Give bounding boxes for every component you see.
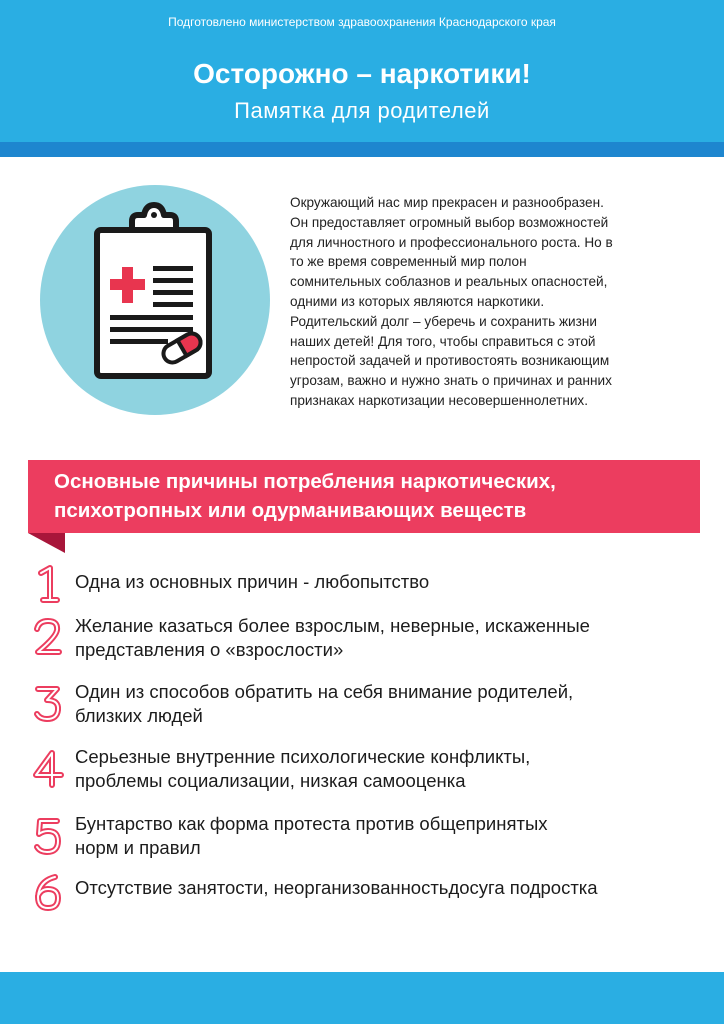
intro-line: Родительский долг – уберечь и сохранить жизни <box>290 313 597 329</box>
intro-line: угрозам, важно и нужно знать о причинах и ранних <box>290 373 612 389</box>
number-four-icon <box>30 749 66 789</box>
reason-text <box>75 614 715 662</box>
reason-line: Серьезные внутренние психологические конфликты, <box>75 746 531 767</box>
reason-line: Желание казаться более взрослым, неверные, искаженные <box>75 615 590 636</box>
intro-line: признаках наркотизации несовершеннолетних. <box>290 392 588 408</box>
number-two-icon <box>30 617 66 657</box>
reason-line: Отсутствие занятости, неорганизованностьдосуга подростка <box>75 877 598 898</box>
header-strip <box>0 142 724 157</box>
number-one-icon <box>30 564 66 604</box>
reason-text <box>75 745 715 793</box>
intro-line: то же время современный мир полон <box>290 254 527 270</box>
intro-line: непростой задачей и противостоять возникающим <box>290 353 610 369</box>
reason-text <box>75 570 715 594</box>
reason-line: проблемы социализации, низкая самооценка <box>75 770 466 791</box>
reason-line: Бунтарство как форма протеста против общепринятых <box>75 813 548 834</box>
intro-line: сомнительных соблазнов и реальных опасностей, <box>290 274 608 290</box>
footer-bar <box>0 972 724 1024</box>
reason-text <box>75 812 715 860</box>
intro-line: Окружающий нас мир прекрасен и разнообразен. <box>290 195 604 210</box>
reason-line: норм и правил <box>75 837 201 858</box>
banner-fold <box>28 533 65 553</box>
reason-line: представления о «взрослости» <box>75 639 344 660</box>
page-subtitle: Памятка для родителей <box>234 98 490 123</box>
number-three-icon <box>30 683 66 723</box>
section-heading-line: Основные причины потребления наркотических, <box>54 470 556 493</box>
reason-text <box>75 876 715 900</box>
reason-text <box>75 680 715 728</box>
number-five-icon <box>30 816 66 856</box>
page-title: Осторожно – наркотики! <box>193 58 531 89</box>
intro-line: Он предоставляет огромный выбор возможностей <box>290 214 609 230</box>
intro-line: для личностного и профессионального роста. Но в <box>290 234 613 250</box>
section-heading-line: психотропных или одурманивающих веществ <box>54 499 527 522</box>
section-heading <box>54 467 694 525</box>
reason-line: Одна из основных причин - любопытство <box>75 571 430 592</box>
intro-paragraph <box>290 193 708 411</box>
reason-line: близких людей <box>75 705 203 726</box>
clipboard-medical-icon <box>40 185 270 415</box>
ministry-caption: Подготовлено министерством здравоохранения Краснодарского края <box>168 15 556 29</box>
intro-line: наших детей! Для того, чтобы справиться с этой <box>290 333 596 349</box>
reason-line: Один из способов обратить на себя внимание родителей, <box>75 681 574 702</box>
intro-line: одними из которых являются наркотики. <box>290 293 545 309</box>
number-six-icon <box>30 872 66 912</box>
